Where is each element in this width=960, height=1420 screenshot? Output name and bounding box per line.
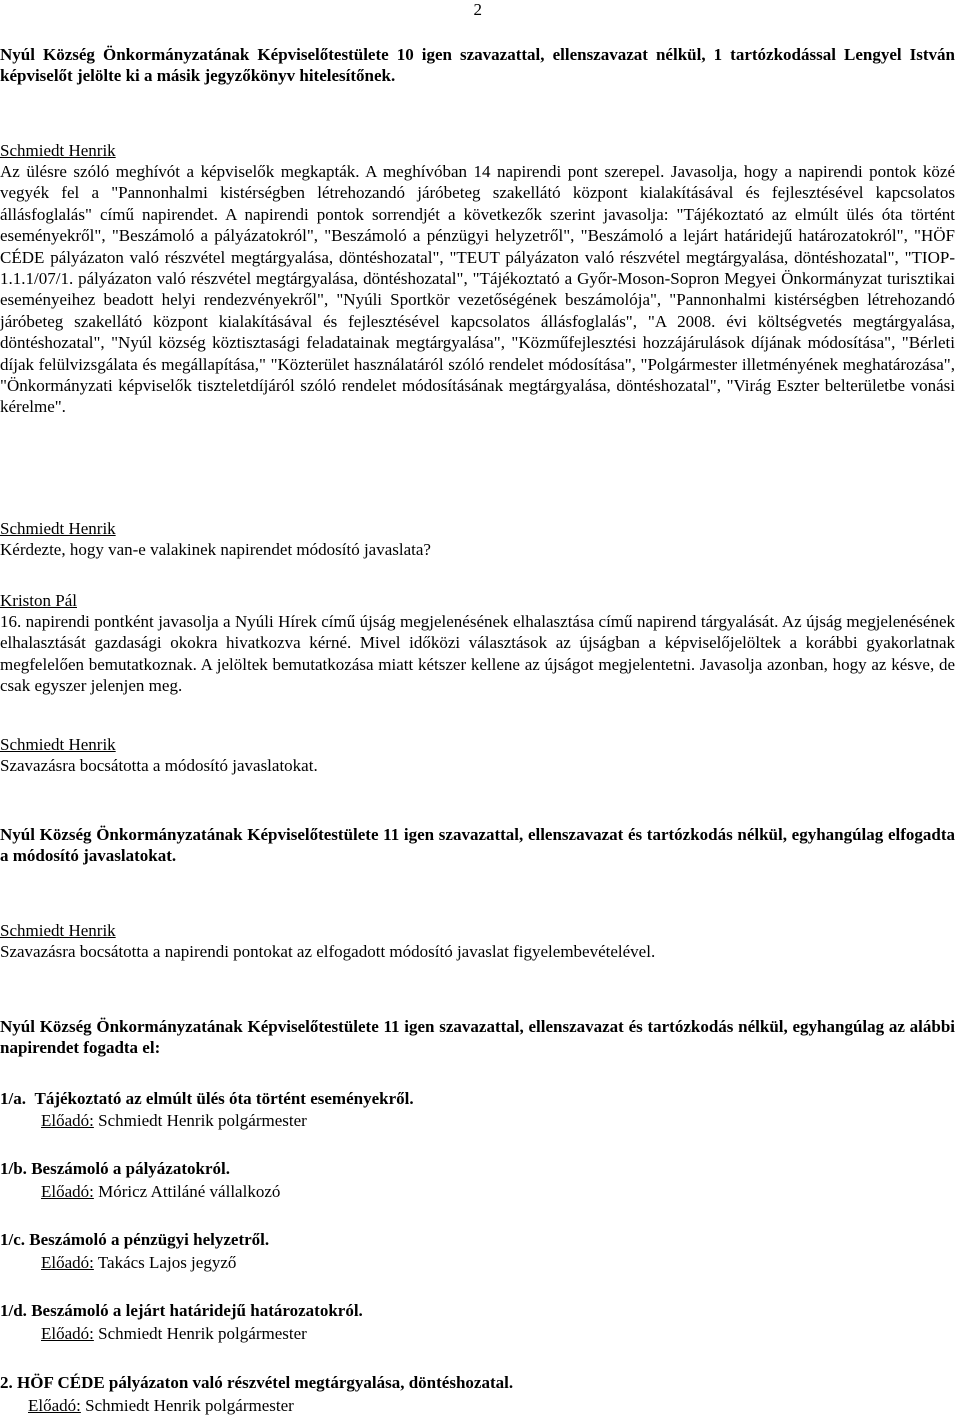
agenda-number: 2. xyxy=(0,1373,13,1392)
presenter-label: Előadó: xyxy=(41,1182,94,1201)
presenter-name: Schmiedt Henrik polgármester xyxy=(98,1324,307,1343)
resolution-3: Nyúl Község Önkormányzatának Képviselőtestülete 11 igen szavazattal, ellenszavazat és tartózkodás nélkül, egyhangúlag az alábbi napirendet fogadta el: xyxy=(0,1017,955,1058)
agenda-item xyxy=(0,1158,230,1179)
resolution-1: Nyúl Község Önkormányzatának Képviselőtestülete 10 igen szavazattal, ellenszavazat nélkül, 1 tartózkodással Lengyel István képviselőt jelölte ki a másik jegyzőkönyv hitelesítőnek. xyxy=(0,45,955,86)
agenda-item xyxy=(0,1372,513,1393)
paragraph-1: Az ülésre szóló meghívót a képviselők megkapták. A meghívóban 14 napirendi pont szerepel. Javasolja, hogy a napirendi pontok közé vegyék fel a "Pannonhalmi kistérségben létrehozandó járóbeteg szakellátó központ kialakításával és fejlesztésével kapcsolatos állásfoglalás" című napirendet. A napirendi pontok sorrendjét a következők szerint javasolja: "Tájékoztató az elmúlt ülés óta történt eseményekről", "Beszámoló a pályázatokról", "Beszámoló a pénzügyi helyzetről", "Beszámoló a lejárt határidejű határozatokról", "HÖF CÉDE pályázaton való részvétel megtárgyalása, döntéshozatal", "TEUT pályázaton való részvétel megtárgyalása, döntéshozatal", "TIOP-1.1.1/07/1. pályázaton való részvétel megtárgyalása, döntéshozatal", "Tájékoztató a Győr-Moson-Sopron Megyei Önkormányzat turisztikai eseményeihez beadott helyi rendezvényekről", "Nyúli Sportkör vezetőségének beszámolója", "Pannonhalmi kistérségben létrehozandó járóbeteg szakellátó központ kialakításával és fejlesztésével kapcsolatos állásfoglalás", "A 2008. évi költségvetés megtárgyalása, döntéshozatal", "Nyúl község köztisztasági feladatainak megtárgyalása", "Közműfejlesztési hozzájárulások díjának módosítása", "Bérleti díjak felülvizsgálata és megállapítása," "Közterület használatáról szóló rendelet módosítása", "Polgármester illetményének meghatározása", "Önkormányzati képviselők tiszteletdíjáról szóló rendelet módosításának megtárgyalása, döntéshozatal", "Virág Eszter belterületbe vonási kérelme". xyxy=(0,162,955,417)
agenda-presenter xyxy=(41,1110,307,1131)
presenter-name: Schmiedt Henrik polgármester xyxy=(98,1111,307,1130)
paragraph-3: 16. napirendi pontként javasolja a Nyúli Hírek című újság megjelenésének elhalasztása című napirend tárgyalását. Az újság megjelenésének elhalasztását gazdasági okokra hivatkozva kérné. Mivel időközi választások az újságban a képviselőjelöltek a korábbi gyakorlatnak megfelelően bemutatkoznak. A jelöltek bemutatkozása miatt kétszer kellene az újságot megjelentetni. Javasolja azonban, hogy az késve, de csak egyszer jelenjen meg. xyxy=(0,612,955,696)
speaker-name: Kriston Pál xyxy=(0,591,77,610)
paragraph-5: Szavazásra bocsátotta a napirendi pontokat az elfogadott módosító javaslat figyelembevételével. xyxy=(0,942,656,961)
agenda-number: 1/a. xyxy=(0,1089,26,1108)
speaker-4 xyxy=(0,734,955,755)
paragraph-4: Szavazásra bocsátotta a módosító javaslatokat. xyxy=(0,756,318,775)
agenda-title: Beszámoló a pályázatokról. xyxy=(31,1159,230,1178)
resolution-2: Nyúl Község Önkormányzatának Képviselőtestülete 11 igen szavazattal, ellenszavazat és tartózkodás nélkül, egyhangúlag elfogadta a módosító javaslatokat. xyxy=(0,825,955,866)
agenda-title: Tájékoztató az elmúlt ülés óta történt eseményekről. xyxy=(34,1089,414,1108)
agenda-presenter xyxy=(28,1395,294,1416)
presenter-name: Takács Lajos jegyző xyxy=(97,1253,237,1272)
speaker-5 xyxy=(0,920,955,941)
speaker-name: Schmiedt Henrik xyxy=(0,519,116,538)
agenda-item xyxy=(0,1229,269,1250)
agenda-title: Beszámoló a lejárt határidejű határozatokról. xyxy=(31,1301,363,1320)
presenter-label: Előadó: xyxy=(28,1396,81,1415)
agenda-title: Beszámoló a pénzügyi helyzetről. xyxy=(29,1230,270,1249)
agenda-title: HÖF CÉDE pályázaton való részvétel megtárgyalása, döntéshozatal. xyxy=(17,1373,514,1392)
page-number: 2 xyxy=(473,0,482,19)
speaker-3 xyxy=(0,590,955,611)
paragraph-2: Kérdezte, hogy van-e valakinek napirendet módosító javaslata? xyxy=(0,540,431,559)
presenter-label: Előadó: xyxy=(41,1324,94,1343)
speaker-2 xyxy=(0,518,955,539)
agenda-number: 1/d. xyxy=(0,1301,27,1320)
agenda-number: 1/c. xyxy=(0,1230,26,1249)
agenda-item xyxy=(0,1088,414,1109)
presenter-label: Előadó: xyxy=(41,1253,94,1272)
agenda-item xyxy=(0,1300,363,1321)
speaker-name: Schmiedt Henrik xyxy=(0,921,116,940)
agenda-number: 1/b. xyxy=(0,1159,27,1178)
agenda-presenter xyxy=(41,1181,280,1202)
speaker-name: Schmiedt Henrik xyxy=(0,141,116,160)
agenda-presenter xyxy=(41,1252,236,1273)
presenter-label: Előadó: xyxy=(41,1111,94,1130)
presenter-name: Schmiedt Henrik polgármester xyxy=(85,1396,294,1415)
agenda-presenter xyxy=(41,1323,307,1344)
speaker-name: Schmiedt Henrik xyxy=(0,735,116,754)
presenter-name: Móricz Attiláné vállalkozó xyxy=(98,1182,281,1201)
speaker-1 xyxy=(0,140,955,161)
